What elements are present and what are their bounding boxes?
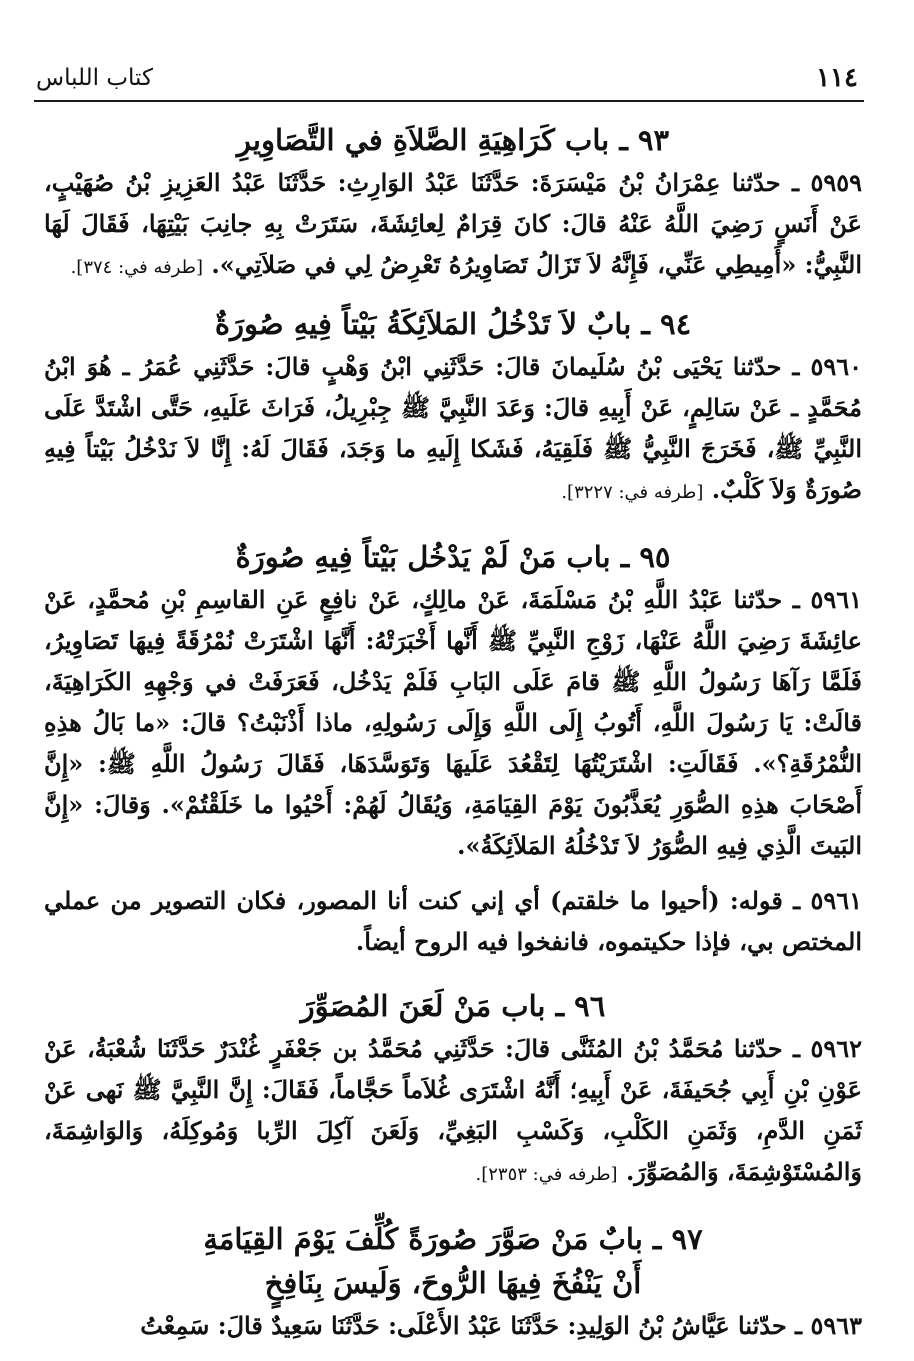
cross-reference: [طرفه في: ٢٣٥٣]. xyxy=(475,1164,618,1185)
hadith-text: ٥٩٦٢ ـ حدّثنا مُحَمَّدُ بْنُ المُثَنَّى قالَ: حَدَّثَنِي مُحَمَّدُ بن جَعْفَرٍ غُنْدَرٌ حَدَّثَنَا شُعْبَةُ، عَنْ عَوْنِ بْنِ أَبِي جُحَيفَةَ، عَنْ أَبِيهِ؛ أَنَّهُ اشْتَرَى غُلاَماً حَجَّاماً، فَقَالَ: إِنَّ النَّبِيَّ ﷺ نَهى عَنْ ثَمَنِ الدَّمِ، وَثَمَنِ الكَلْبِ، وَكَسْبِ البَغِيِّ، وَلَعَنَ آكِلَ الرِّبا وَمُوكِلَهُ، وَالوَاشِمَةَ، وَالمُسْتَوْشِمَةَ، وَالمُصَوِّرَ. xyxy=(44,1034,863,1186)
hadith-5961 xyxy=(44,579,862,866)
book-title: كتاب اللباس xyxy=(36,65,153,91)
page-number: ١١٤ xyxy=(816,63,858,93)
cross-reference: [طرفه في: ٣٧٤]. xyxy=(70,257,203,278)
hadith-5962 xyxy=(44,1028,862,1195)
page-content xyxy=(44,118,862,1346)
header-divider xyxy=(34,100,864,102)
hadith-5963 xyxy=(44,1305,862,1346)
commentary-5961: ٥٩٦١ ـ قوله: (أحيوا ما خلقتم) أي إني كنت أنا المصور، فكان التصوير من عملي المختص بي، فإذا حكيتموه، فانفخوا فيه الروح أيضاً. xyxy=(44,886,862,956)
hadith-text: ٥٩٦١ ـ حدّثنا عَبْدُ اللَّهِ بْنُ مَسْلَمَةَ، عَنْ مالِكٍ، عَنْ نافِعٍ عَنِ القاسِمِ بْنِ مُحمَّدٍ، عَنْ عائِشَةَ رَضِيَ اللَّهُ عَنْهَا، زَوْجِ النَّبِيِّ ﷺ أَنَّها أَخْبَرَتْهُ: أَنَّهَا اشْتَرَتْ نُمْرُقَةً فِيهَا تَصَاوِيرُ، فَلَمَّا رَآهَا رَسُولُ اللَّهِ ﷺ قامَ عَلَى البَابِ فَلَمْ يَدْخُل، فَعَرَفَتْ في وَجْهِهِ الكَرَاهِيَةَ، قالَتْ: يَا رَسُولَ اللَّهِ، أَتُوبُ إِلَى اللَّهِ وَإِلَى رَسُولِهِ، ماذا أَذْنَبْتُ؟ قالَ: «ما بَالُ هذِهِ النُّمْرُقَةِ؟». فَقَالَتِ: اشْتَرَيْتُهَا لِتَقْعُدَ عَلَيهَا وَتَوَسَّدَهَا، فَقَالَ رَسُولُ اللَّهِ ﷺ: «إِنَّ أَصْحَابَ هذِهِ الصُّوَرِ يُعَذَّبُونَ يَوْمَ القِيَامَةِ، وَيُقَالُ لَهُمْ: أَحْيُوا ما خَلَقْتُمْ». وَقالَ: «إِنَّ البَيتَ الَّذِي فِيهِ الصُّوَرُ لاَ تَدْخُلُهُ المَلاَئِكَةُ». xyxy=(44,585,862,860)
chapter-title-97-line2: أَنْ يَنْفُخَ فِيهَا الرُّوحَ، وَلَيسَ بِنَافِخٍ xyxy=(264,1266,642,1300)
chapter-title-93: ٩٣ ـ باب كَرَاهِيَةِ الصَّلاَةِ في التَّصَاوِيرِ xyxy=(236,123,670,157)
chapter-title-95: ٩٥ ـ باب مَنْ لَمْ يَدْخُل بَيْتاً فِيهِ صُورَةٌ xyxy=(235,540,671,574)
hadith-5960 xyxy=(44,346,862,513)
chapter-title-94: ٩٤ ـ بابٌ لاَ تَدْخُلُ المَلاَئِكَةُ بَيْتاً فِيهِ صُورَةٌ xyxy=(214,307,692,341)
hadith-5959 xyxy=(44,162,862,288)
running-header xyxy=(36,58,858,98)
chapter-title-96: ٩٦ ـ باب مَنْ لَعَنَ المُصَوِّرَ xyxy=(300,989,606,1023)
hadith-text: ٥٩٦٣ ـ حدّثنا عَيَّاشُ بْنُ الوَلِيدِ: حَدَّثَنَا عَبْدُ الأَعْلَى: حَدَّثَنَا سَعِيدٌ قالَ: سَمِعْتُ xyxy=(140,1311,862,1340)
hadith-text: ٥٩٥٩ ـ حدّثنا عِمْرَانُ بْنُ مَيْسَرَةَ: حَدَّثَنَا عَبْدُ الوَارِثِ: حَدَّثَنَا عَبْدُ العَزِيزِ بْنُ صُهَيْبٍ، عَنْ أَنَسٍ رَضِيَ اللَّهُ عَنْهُ قالَ: كانَ قِرَامٌ لِعائِشَةَ، سَتَرَتْ بِهِ جانِبَ بَيْتِهَا، فَقَالَ لَهَا النَّبِيُّ: «أَمِيطِي عَنِّي، فَإِنَّهُ لاَ تَزَالُ تَصَاوِيرُهُ تَعْرِضُ لِي في صَلاَتِي». xyxy=(44,168,863,279)
cross-reference: [طرفه في: ٣٢٢٧]. xyxy=(561,482,704,503)
chapter-title-97: ٩٧ ـ بابٌ مَنْ صَوَّرَ صُورَةً كُلِّفَ يَوْمَ القِيَامَةِ xyxy=(203,1222,703,1256)
hadith-text: ٥٩٦٠ ـ حدّثنا يَحْيَى بْنُ سُلَيمانَ قالَ: حَدَّثَنِي ابْنُ وَهْبٍ قالَ: حَدَّثَنِي عُمَرُ ـ هُوَ ابْنُ مُحَمَّدٍ ـ عَنْ سَالِمٍ، عَنْ أَبِيهِ قالَ: وَعَدَ النَّبِيَّ ﷺ جِبْرِيلُ، فَرَاثَ عَلَيهِ، حَتَّى اشْتَدَّ عَلَى النَّبِيِّ ﷺ، فَخَرَجَ النَّبِيُّ ﷺ فَلَقِيَهُ، فَشَكا إِلَيهِ ما وَجَدَ، فَقَالَ لَهُ: إِنَّا لاَ نَدْخُلُ بَيْتاً فِيهِ صُورَةٌ وَلاَ كَلْبٌ. xyxy=(44,352,862,504)
